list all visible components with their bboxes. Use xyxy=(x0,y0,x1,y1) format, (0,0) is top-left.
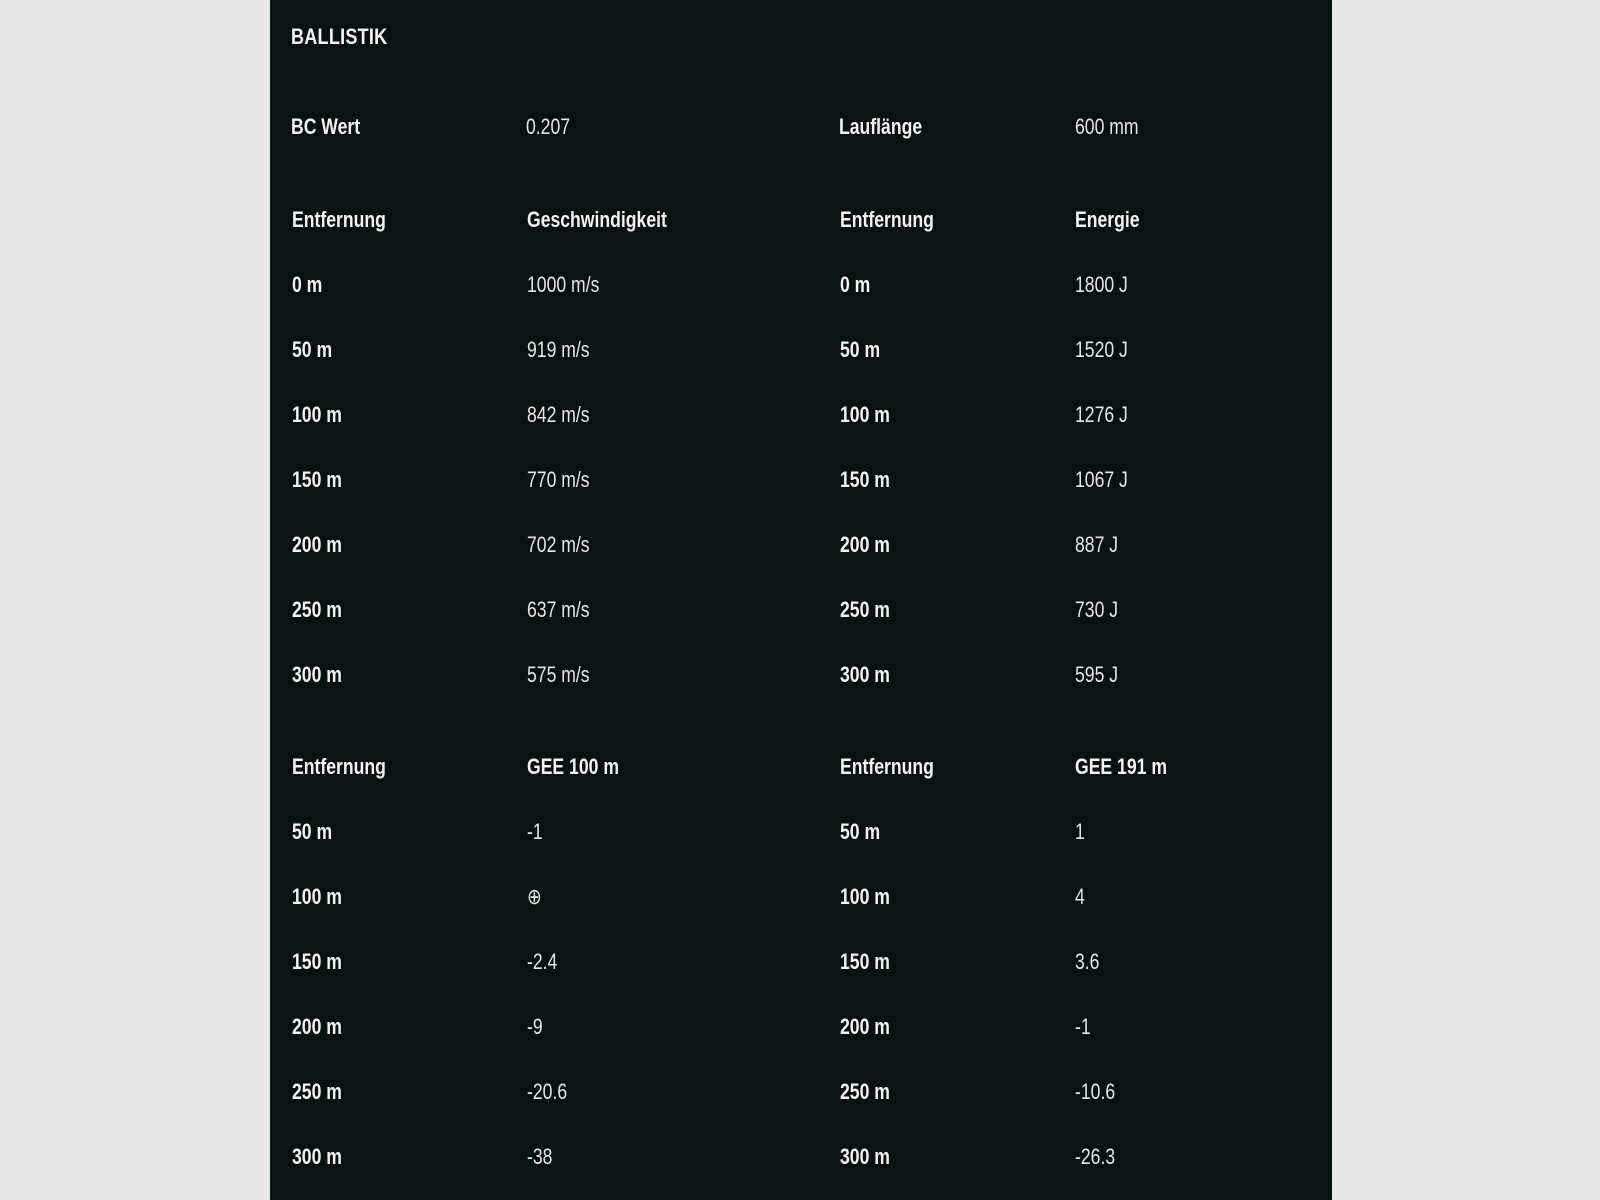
velocity-distance: 0 m xyxy=(292,272,323,297)
energy-distance: 300 m xyxy=(840,662,890,687)
velocity-value: 842 m/s xyxy=(527,402,590,427)
energy-distance: 0 m xyxy=(840,272,871,297)
ballistics-panel xyxy=(270,0,1332,1200)
energy-value: 595 J xyxy=(1075,662,1119,687)
velocity-distance: 50 m xyxy=(292,337,333,362)
energy-distance: 250 m xyxy=(840,597,890,622)
gee100-distance: 250 m xyxy=(292,1079,342,1104)
gee191-value: -26.3 xyxy=(1075,1144,1116,1169)
gee191-header-value: GEE 191 m xyxy=(1075,754,1167,779)
energy-distance: 50 m xyxy=(840,337,881,362)
energy-value: 1067 J xyxy=(1075,467,1128,492)
energy-value: 730 J xyxy=(1075,597,1119,622)
gee100-value: -20.6 xyxy=(527,1079,568,1104)
gee191-distance: 100 m xyxy=(840,884,890,909)
gee191-distance: 300 m xyxy=(840,1144,890,1169)
barrel-length-value: 600 mm xyxy=(1075,114,1139,139)
gee100-distance: 200 m xyxy=(292,1014,342,1039)
gee100-value: -38 xyxy=(527,1144,553,1169)
gee100-distance: 100 m xyxy=(292,884,342,909)
gee100-value: -2.4 xyxy=(527,949,558,974)
gee100-value: -9 xyxy=(527,1014,543,1039)
velocity-header-value: Geschwindigkeit xyxy=(527,207,667,232)
velocity-value: 575 m/s xyxy=(527,662,590,687)
gee191-value: 4 xyxy=(1075,884,1085,909)
gee191-value: 3.6 xyxy=(1075,949,1100,974)
energy-value: 887 J xyxy=(1075,532,1119,557)
velocity-distance: 200 m xyxy=(292,532,342,557)
energy-value: 1276 J xyxy=(1075,402,1128,427)
energy-value: 1800 J xyxy=(1075,272,1128,297)
barrel-length-label: Lauflänge xyxy=(839,114,923,139)
bc-value: 0.207 xyxy=(526,114,571,139)
gee191-header-distance: Entfernung xyxy=(840,754,934,779)
velocity-value: 702 m/s xyxy=(527,532,590,557)
velocity-value: 770 m/s xyxy=(527,467,590,492)
velocity-distance: 150 m xyxy=(292,467,342,492)
energy-distance: 200 m xyxy=(840,532,890,557)
gee100-header-distance: Entfernung xyxy=(292,754,386,779)
gee191-distance: 200 m xyxy=(840,1014,890,1039)
velocity-header-distance: Entfernung xyxy=(292,207,386,232)
zero-point-icon: ⊕ xyxy=(527,884,542,909)
gee100-distance: 300 m xyxy=(292,1144,342,1169)
gee191-distance: 150 m xyxy=(840,949,890,974)
energy-header-distance: Entfernung xyxy=(840,207,934,232)
energy-header-value: Energie xyxy=(1075,207,1140,232)
gee191-value: -10.6 xyxy=(1075,1079,1116,1104)
section-title: BALLISTIK xyxy=(291,24,388,49)
velocity-value: 637 m/s xyxy=(527,597,590,622)
gee100-distance: 50 m xyxy=(292,819,333,844)
velocity-distance: 100 m xyxy=(292,402,342,427)
gee191-value: -1 xyxy=(1075,1014,1091,1039)
gee191-distance: 250 m xyxy=(840,1079,890,1104)
energy-value: 1520 J xyxy=(1075,337,1128,362)
gee100-distance: 150 m xyxy=(292,949,342,974)
energy-distance: 150 m xyxy=(840,467,890,492)
gee100-value: -1 xyxy=(527,819,543,844)
energy-distance: 100 m xyxy=(840,402,890,427)
velocity-distance: 250 m xyxy=(292,597,342,622)
velocity-distance: 300 m xyxy=(292,662,342,687)
velocity-value: 1000 m/s xyxy=(527,272,600,297)
velocity-value: 919 m/s xyxy=(527,337,590,362)
gee191-value: 1 xyxy=(1075,819,1085,844)
bc-label: BC Wert xyxy=(291,114,361,139)
gee100-header-value: GEE 100 m xyxy=(527,754,619,779)
gee191-distance: 50 m xyxy=(840,819,881,844)
